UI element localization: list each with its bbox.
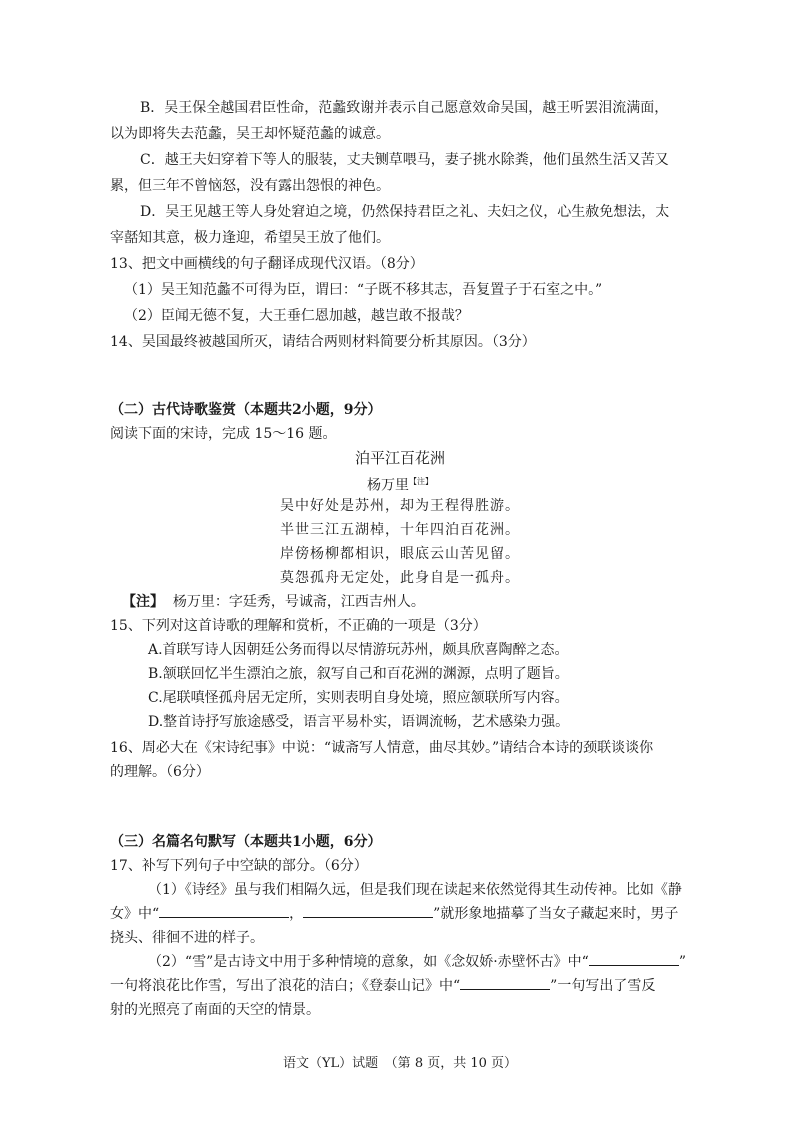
q13-sentence-2: （2）臣闻无德不复，大王垂仁恩加越，越岂敢不报哉？: [124, 308, 469, 324]
poem-line-1: 吴中好处是苏州，却为王程得胜游。: [280, 498, 520, 514]
q15-option-b: B.颔联回忆半生漂泊之旅，叙写自己和百花洲的渊源，点明了题旨。: [148, 666, 569, 682]
q17-part2-line1: [148, 952, 686, 972]
section-2-heading: （二）古代诗歌鉴赏（本题共2小题，9分）: [110, 402, 382, 418]
poem-author: 杨万里: [367, 477, 409, 494]
q17-part2-line2: [110, 976, 655, 996]
q12-option-d-line1: D．吴王见越王等人身处窘迫之境，仍然保持君臣之礼、夫妇之仪，心生赦免想法，太: [140, 204, 670, 220]
q17-stem: 17、补写下列句子中空缺的部分。（6分）: [110, 858, 368, 874]
q12-option-c-line2: 累，但三年不曾恼怒，没有露出怨恨的神色。: [110, 178, 390, 194]
q17-part2-mid: 一句将浪花比作雪，写出了浪花的洁白；《登泰山记》中“: [110, 978, 461, 994]
q12-option-c-line1: C．越王夫妇穿着下等人的服装，丈夫铡草喂马，妻子挑水除粪，他们虽然生活又苦又: [140, 152, 669, 168]
q16-line-1: 16、周必大在《宋诗纪事》中说：“诚斋写人情意，曲尽其妙。”请结合本诗的颈联谈谈你: [110, 740, 654, 756]
q17-part1-comma: ，: [289, 906, 304, 922]
q15-option-d: D.整首诗抒写旅途感受，语言平易朴实，语调流畅，艺术感染力强。: [148, 714, 570, 730]
q15-option-a: A.首联写诗人因朝廷公务而得以尽情游玩苏州，颇具欣喜陶醉之态。: [148, 642, 569, 658]
poem-author-line: [0, 472, 800, 496]
poem-note: [122, 592, 425, 612]
q17-blank-3[interactable]: [589, 953, 679, 966]
q16-line-2: 的理解。（6分）: [110, 764, 210, 780]
q12-option-b-line1: B．吴王保全越国君臣性命，范蠡致谢并表示自己愿意效命吴国，越王听罢泪流满面，: [140, 100, 669, 116]
poem-title: 泊平江百花洲: [354, 449, 445, 467]
q17-blank-1[interactable]: [159, 905, 289, 918]
q15-stem: 15、下列对这首诗歌的理解和赏析，不正确的一项是（3分）: [110, 618, 487, 634]
page-footer: 语文（YL）试题 （第 8 页，共 10 页）: [282, 1056, 518, 1071]
q12-option-d-line2: 宰嚭知其意，极力逢迎，希望吴王放了他们。: [110, 230, 390, 246]
section-3-heading: （三）名篇名句默写（本题共1小题，6分）: [110, 834, 382, 850]
poem-note-mark: 【注】: [409, 477, 433, 486]
q15-option-c: C.尾联嗔怪孤舟居无定所，实则表明自身处境，照应颔联所写内容。: [148, 690, 569, 706]
q17-part2-line3: 射的光照亮了南面的天空的情景。: [110, 1002, 320, 1018]
q17-part1-line3: 挠头、徘徊不进的样子。: [110, 930, 264, 946]
poem-note-label: 【注】: [122, 594, 164, 610]
q17-part2-prefix: （2）“雪”是古诗文中用于多种情境的意象，如《念奴娇·赤壁怀古》中“: [148, 954, 589, 970]
q17-part2-quote-close: ”: [678, 954, 686, 970]
section-2-intro: 阅读下面的宋诗，完成 15～16 题。: [110, 426, 337, 442]
q17-blank-2[interactable]: [303, 905, 433, 918]
q17-part1-line2: [110, 904, 678, 924]
q17-blank-4[interactable]: [460, 977, 550, 990]
q12-option-b-line2: 以为即将失去范蠡，吴王却怀疑范蠡的诚意。: [110, 126, 390, 142]
q14-stem: 14、吴国最终被越国所灭，请结合两则材料简要分析其原因。（3分）: [110, 334, 536, 350]
q13-stem: 13、把文中画横线的句子翻译成现代汉语。（8分）: [110, 256, 424, 272]
q13-sentence-1: （1）吴王知范蠡不可得为臣，谓曰：“子既不移其志，吾复置子于石室之中。”: [124, 282, 603, 298]
poem-line-4: 莫怨孤舟无定处，此身自是一孤舟。: [280, 570, 520, 586]
poem-note-text: 杨万里：字廷秀，号诚斋，江西吉州人。: [172, 594, 425, 610]
poem-line-2: 半世三江五湖棹，十年四泊百花洲。: [280, 522, 520, 538]
poem-line-3: 岸傍杨柳都相识，眼底云山苦见留。: [280, 546, 520, 562]
q17-part2-suffix: ”一句写出了雪反: [550, 978, 656, 994]
q17-part1-prefix: 女》中“: [110, 906, 160, 922]
q17-part1-suffix: ”就形象地描摹了当女子藏起来时，男子: [433, 906, 679, 922]
q17-part1-line1: （1）《诗经》虽与我们相隔久远，但是我们现在读起来依然觉得其生动传神。比如《静: [148, 882, 682, 898]
